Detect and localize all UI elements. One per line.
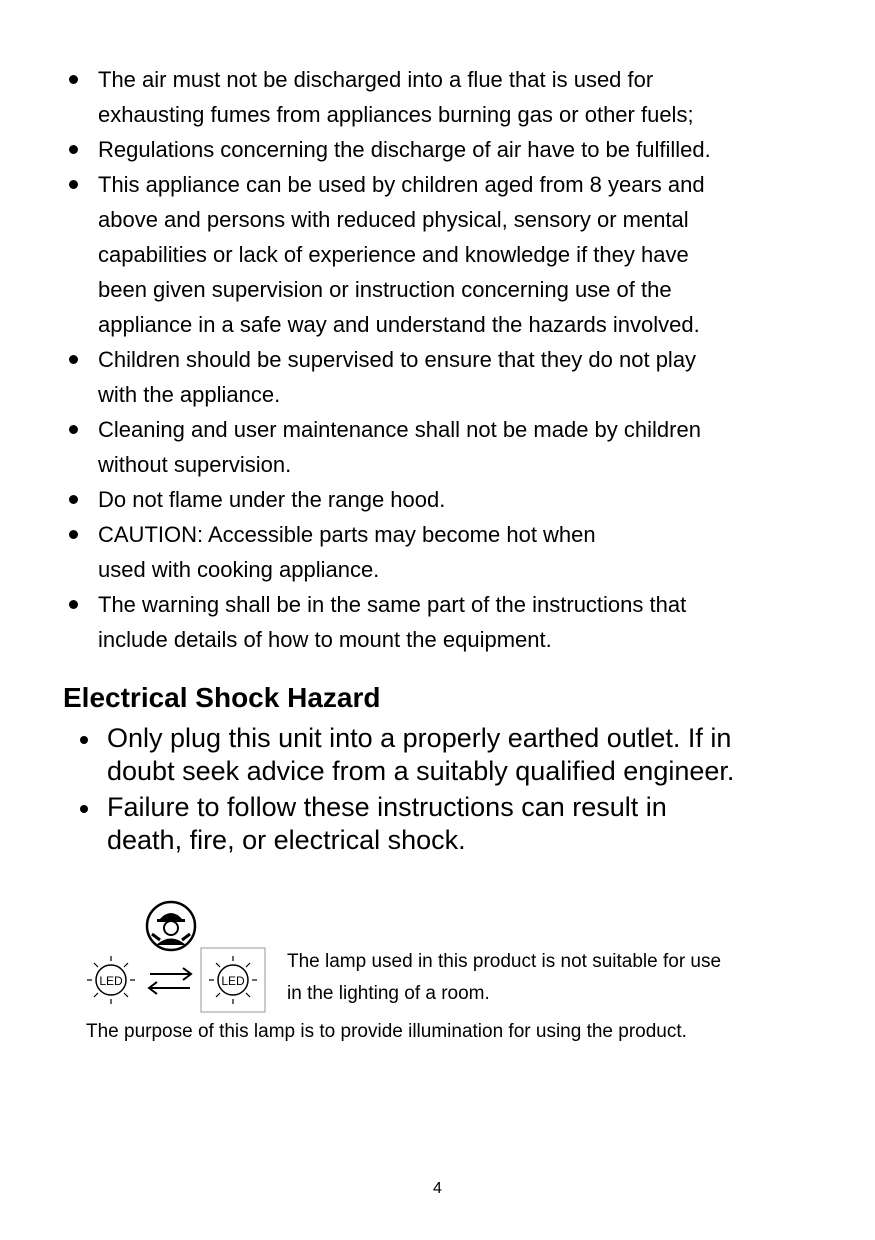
led-lamp-icon (201, 948, 265, 1012)
warning-text: Children should be supervised to ensure that they do not play with the appliance. (98, 347, 697, 407)
hazard-text: Failure to follow these instructions can result in death, fire, or electrical shock. (107, 792, 667, 855)
warning-item (60, 587, 820, 657)
bullet-icon (69, 355, 78, 364)
led-label: LED (99, 974, 123, 988)
warning-item (60, 482, 820, 517)
led-label: LED (221, 974, 245, 988)
warning-item (60, 167, 820, 342)
hazard-item (70, 722, 830, 788)
bullet-icon (69, 75, 78, 84)
bullet-icon (69, 600, 78, 609)
lamp-note: The lamp used in this product is not suitable for use in the lighting of a room. (287, 951, 722, 1004)
warning-item (60, 62, 820, 132)
led-lamp-icon (87, 956, 135, 1004)
bullet-icon (69, 425, 78, 434)
section-title: Electrical Shock Hazard (63, 682, 381, 713)
warning-item (60, 517, 820, 587)
warning-text: Regulations concerning the discharge of air have to be fulfilled. (98, 137, 711, 162)
bullet-icon (69, 530, 78, 539)
hazard-item (70, 791, 830, 857)
electrical-hazard-list (70, 722, 830, 860)
service-technician-icon (147, 902, 195, 950)
warning-item (60, 342, 820, 412)
warning-text: Do not flame under the range hood. (98, 487, 446, 512)
warning-text: This appliance can be used by children aged from 8 years and above and persons with reduced physical, sensory or mental capabilities or lack of experience and knowledge if they have been given supervision or instruction concerning use of the appliance in a safe way and understand the hazards involved. (98, 172, 705, 337)
safety-warnings-list (60, 62, 820, 657)
swap-arrows-icon (149, 968, 191, 994)
lamp-replacement-icons (80, 898, 270, 1016)
warning-text: The warning shall be in the same part of the instructions that include details of how to mount the equipment. (98, 592, 687, 652)
hazard-text: Only plug this unit into a properly earthed outlet. If in doubt seek advice from a suitably qualified engineer. (107, 723, 735, 786)
warning-text: CAUTION: Accessible parts may become hot when used with cooking appliance. (98, 522, 596, 582)
bullet-icon (69, 495, 78, 504)
warning-text: Cleaning and user maintenance shall not be made by children without supervision. (98, 417, 701, 477)
warning-text: The air must not be discharged into a flue that is used for exhausting fumes from appliances burning gas or other fuels; (98, 67, 694, 127)
bullet-icon (80, 805, 88, 813)
warning-item (60, 132, 820, 167)
lamp-purpose: The purpose of this lamp is to provide illumination for using the product. (86, 1021, 687, 1042)
bullet-icon (69, 145, 78, 154)
bullet-icon (69, 180, 78, 189)
warning-item (60, 412, 820, 482)
bullet-icon (80, 736, 88, 744)
page-number: 4 (433, 1180, 442, 1197)
